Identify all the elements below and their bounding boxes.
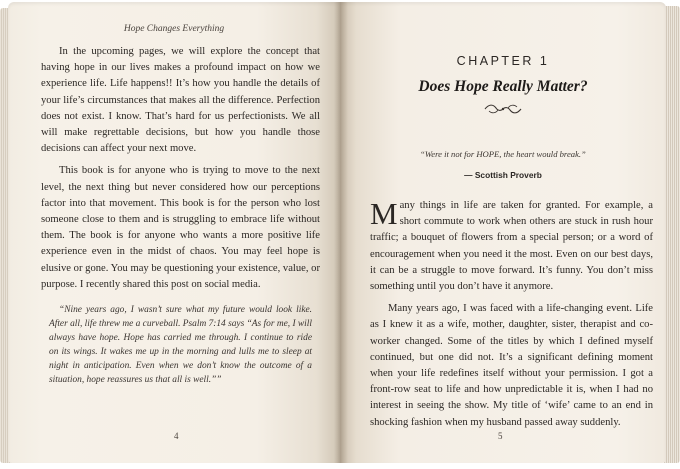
body-paragraph: This book is for anyone who is trying to move to the next level, the next thing but never considered how our perceptions factor into that movement. This book is for the person who lost someone close to them and is struggling to embrace life without them. The book is for anyone who wants a more positive life experience even in the midst of chaos. You may feel hope is elusive or gone. You may be questioning your existence, value, or purpose. I recently shared this post on social media. [41, 165, 320, 290]
opening-paragraph-text: any things in life are taken for granted. For example, a short commute to work when others are stuck in rush hour traffic; a bouquet of flowers from a special person; or a word of encouragement when you need it the most. Even on our best days, it can be a struggle to move forward. It’s funny. You don’t miss something until you don’t have it anymore. [370, 200, 653, 293]
drop-cap: M [370, 196, 398, 231]
page-number: 5 [498, 431, 503, 441]
flourish-ornament-icon [483, 102, 523, 116]
block-quote: “Nine years ago, I wasn’t sure what my future would look like. After all, life threw me a curveball. Psalm 7:14 says “As for me, I will always have hope. Hope has carried me through. I continue to ride on its wings. It wakes me up in the morning and lulls me to sleep at night in anticipation. Even when we don’t know the outcome of a situation, hope reassures us that all is well.”” [49, 305, 312, 386]
epigraph-attribution: — Scottish Proverb [464, 170, 542, 180]
epigraph: “Were it not for HOPE, the heart would break.” [420, 149, 586, 159]
chapter-label: CHAPTER 1 [456, 54, 550, 68]
right-page [340, 2, 666, 463]
opening-paragraph [370, 198, 653, 295]
body-paragraph: Many years ago, I was faced with a life-changing event. Life as I knew it as a wife, mother, daughter, sister, therapist and co-worker changed. Some of the titles by which I defined myself continued, but one did not. It’s a significant defining moment when your life redefines itself without your permission. I got a front-row seat to life and how unpredictable it is, when I had no interest in seeing the show. My title of ‘wife’ came to an end in shocking fashion when my husband passed away suddenly. [370, 303, 653, 428]
page-number: 4 [174, 431, 179, 441]
right-page-body [370, 198, 653, 437]
body-paragraph: In the upcoming pages, we will explore the concept that having hope in our lives makes a profound impact on how we experience life. Life happens!! It’s how you handle the details of your life’s circumstances that makes all the difference. Perfection does not exist. I know. That’s hard for us perfectionists. We all will make regrettable decisions, but how you handle those decisions can affect your next move. [41, 46, 320, 155]
running-head: Hope Changes Everything [123, 24, 225, 34]
left-page-body [41, 44, 320, 387]
right-page-stack-edge [664, 6, 680, 463]
chapter-title: Does Hope Really Matter? [418, 78, 588, 95]
left-page [8, 2, 340, 463]
